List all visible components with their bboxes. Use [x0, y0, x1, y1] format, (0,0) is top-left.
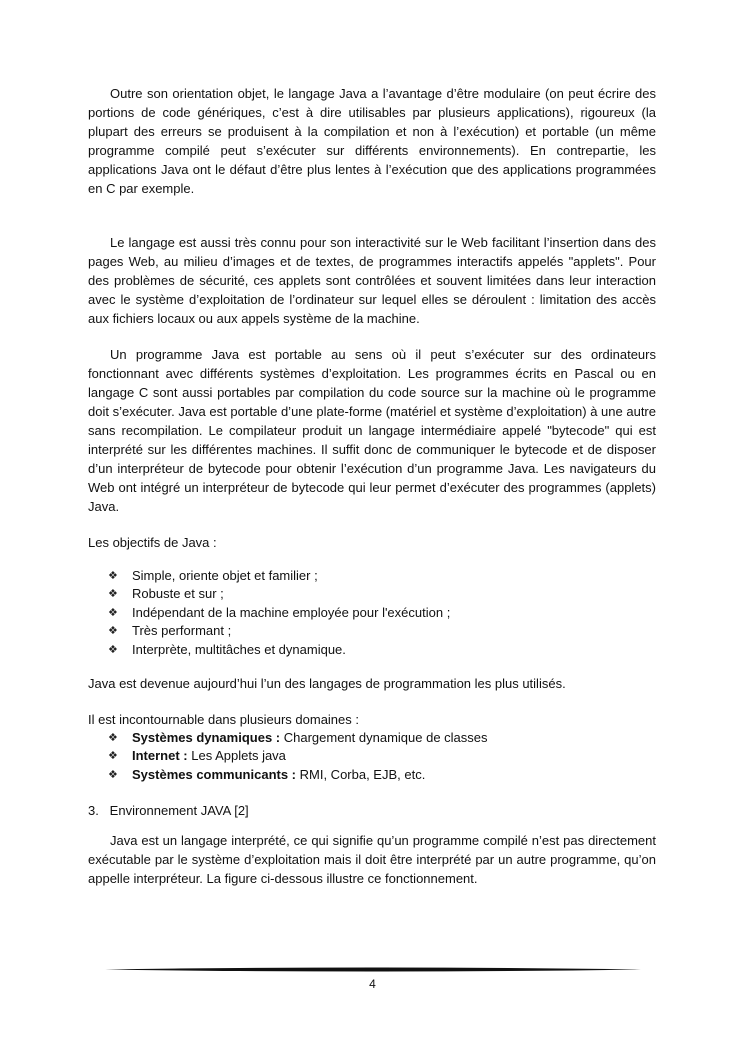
objectives-list — [88, 567, 656, 659]
paragraph-java-modularity: Outre son orientation objet, le langage Java a l’avantage d’être modulaire (on peut écrire des portions de code génériques, c’est à dire utilisables par plusieurs applications), rigoureux (la plupart des erreurs se produisent à la compilation et non à l’exécution) et portable (un même programme compilé peut s’exécuter sur différents environnements). En contrepartie, les applications Java ont le défaut d’être plus lentes à l’exécution que des applications programmées en C par exemple. — [88, 86, 656, 196]
diamond-bullet-icon: ❖ — [108, 625, 118, 638]
domains-list — [88, 729, 656, 784]
domain-desc: RMI, Corba, EJB, etc. — [296, 766, 426, 782]
paragraph-java-interpreted: Java est un langage interprété, ce qui signifie qu’un programme compilé n’est pas directement exécutable par le système d’exploitation mais il doit être interprété par un autre programme, qu’on appelle interpréteur. La figure ci-dessous illustre ce fonctionnement. — [88, 833, 656, 887]
diamond-bullet-icon: ❖ — [108, 750, 118, 763]
domain-term: Systèmes communicants : — [132, 766, 297, 782]
diamond-bullet-icon: ❖ — [108, 643, 118, 656]
page-number: 4 — [369, 977, 376, 991]
diamond-bullet-icon: ❖ — [108, 606, 118, 619]
list-item: ❖ Interprète, multitâches et dynamique. — [100, 641, 656, 659]
domain-term: Systèmes dynamiques : — [132, 730, 281, 746]
paragraph-java-web-applets: Le langage est aussi très connu pour son interactivité sur le Web facilitant l’insertion dans des pages Web, au milieu d’images et de textes, de programmes interactifs appelés "applets". Pour des problèmes de sécurité, ces applets sont contrôlées et souvent limitées dans leur interaction avec le système d’exploitation de l’ordinateur sur lequel elles se déroulent : limitation des accès aux fichiers locaux ou aux appels système de la machine. — [88, 235, 656, 326]
diamond-bullet-icon: ❖ — [108, 732, 118, 745]
usage-sentence: Java est devenue aujourd’hui l’un des langages de programmation les plus utilisés. — [88, 676, 566, 692]
diamond-bullet-icon: ❖ — [108, 768, 118, 781]
list-item: ❖ Simple, oriente objet et familier ; — [100, 567, 656, 585]
page-content — [88, 84, 656, 888]
paragraph-java-portability: Un programme Java est portable au sens où il peut s’exécuter sur des ordinateurs fonctionnant avec différents systèmes d’exploitation. Les programmes écrits en Pascal ou en langage C sont aussi portables par compilation du code source sur la machine où le programme doit s’exécuter. Java est portable d’une plate-forme (matériel et système d’exploitation) à une autre sans recompilation. Le compilateur produit un langage intermédiaire appelé "bytecode" qui est interprété sur les différentes machines. Il suffit donc de communiquer le bytecode et de disposer d’un interpréteur de bytecode pour obtenir l’exécution d’un programme Java. Les navigateurs du Web ont intégré un interpréteur de bytecode qui leur permet d’exécuter des programmes (applets) Java. — [88, 347, 656, 514]
section-heading: 3. Environnement JAVA [2] — [88, 803, 249, 819]
diamond-bullet-icon: ❖ — [108, 588, 118, 601]
domain-term: Internet : — [132, 748, 188, 764]
objectives-heading: Les objectifs de Java : — [88, 535, 217, 550]
list-item: ❖ Robuste et sur ; — [100, 585, 656, 603]
list-item: ❖ Très performant ; — [100, 622, 656, 640]
footer-divider — [105, 967, 641, 972]
diamond-bullet-icon: ❖ — [108, 570, 118, 582]
domain-desc: Chargement dynamique de classes — [280, 730, 488, 746]
domains-heading: Il est incontournable dans plusieurs domaines : — [88, 712, 359, 728]
list-item — [100, 766, 656, 784]
list-item: ❖ Indépendant de la machine employée pour l'exécution ; — [100, 604, 656, 622]
list-item — [100, 747, 656, 765]
domain-desc: Les Applets java — [187, 748, 286, 764]
list-item — [100, 729, 656, 747]
